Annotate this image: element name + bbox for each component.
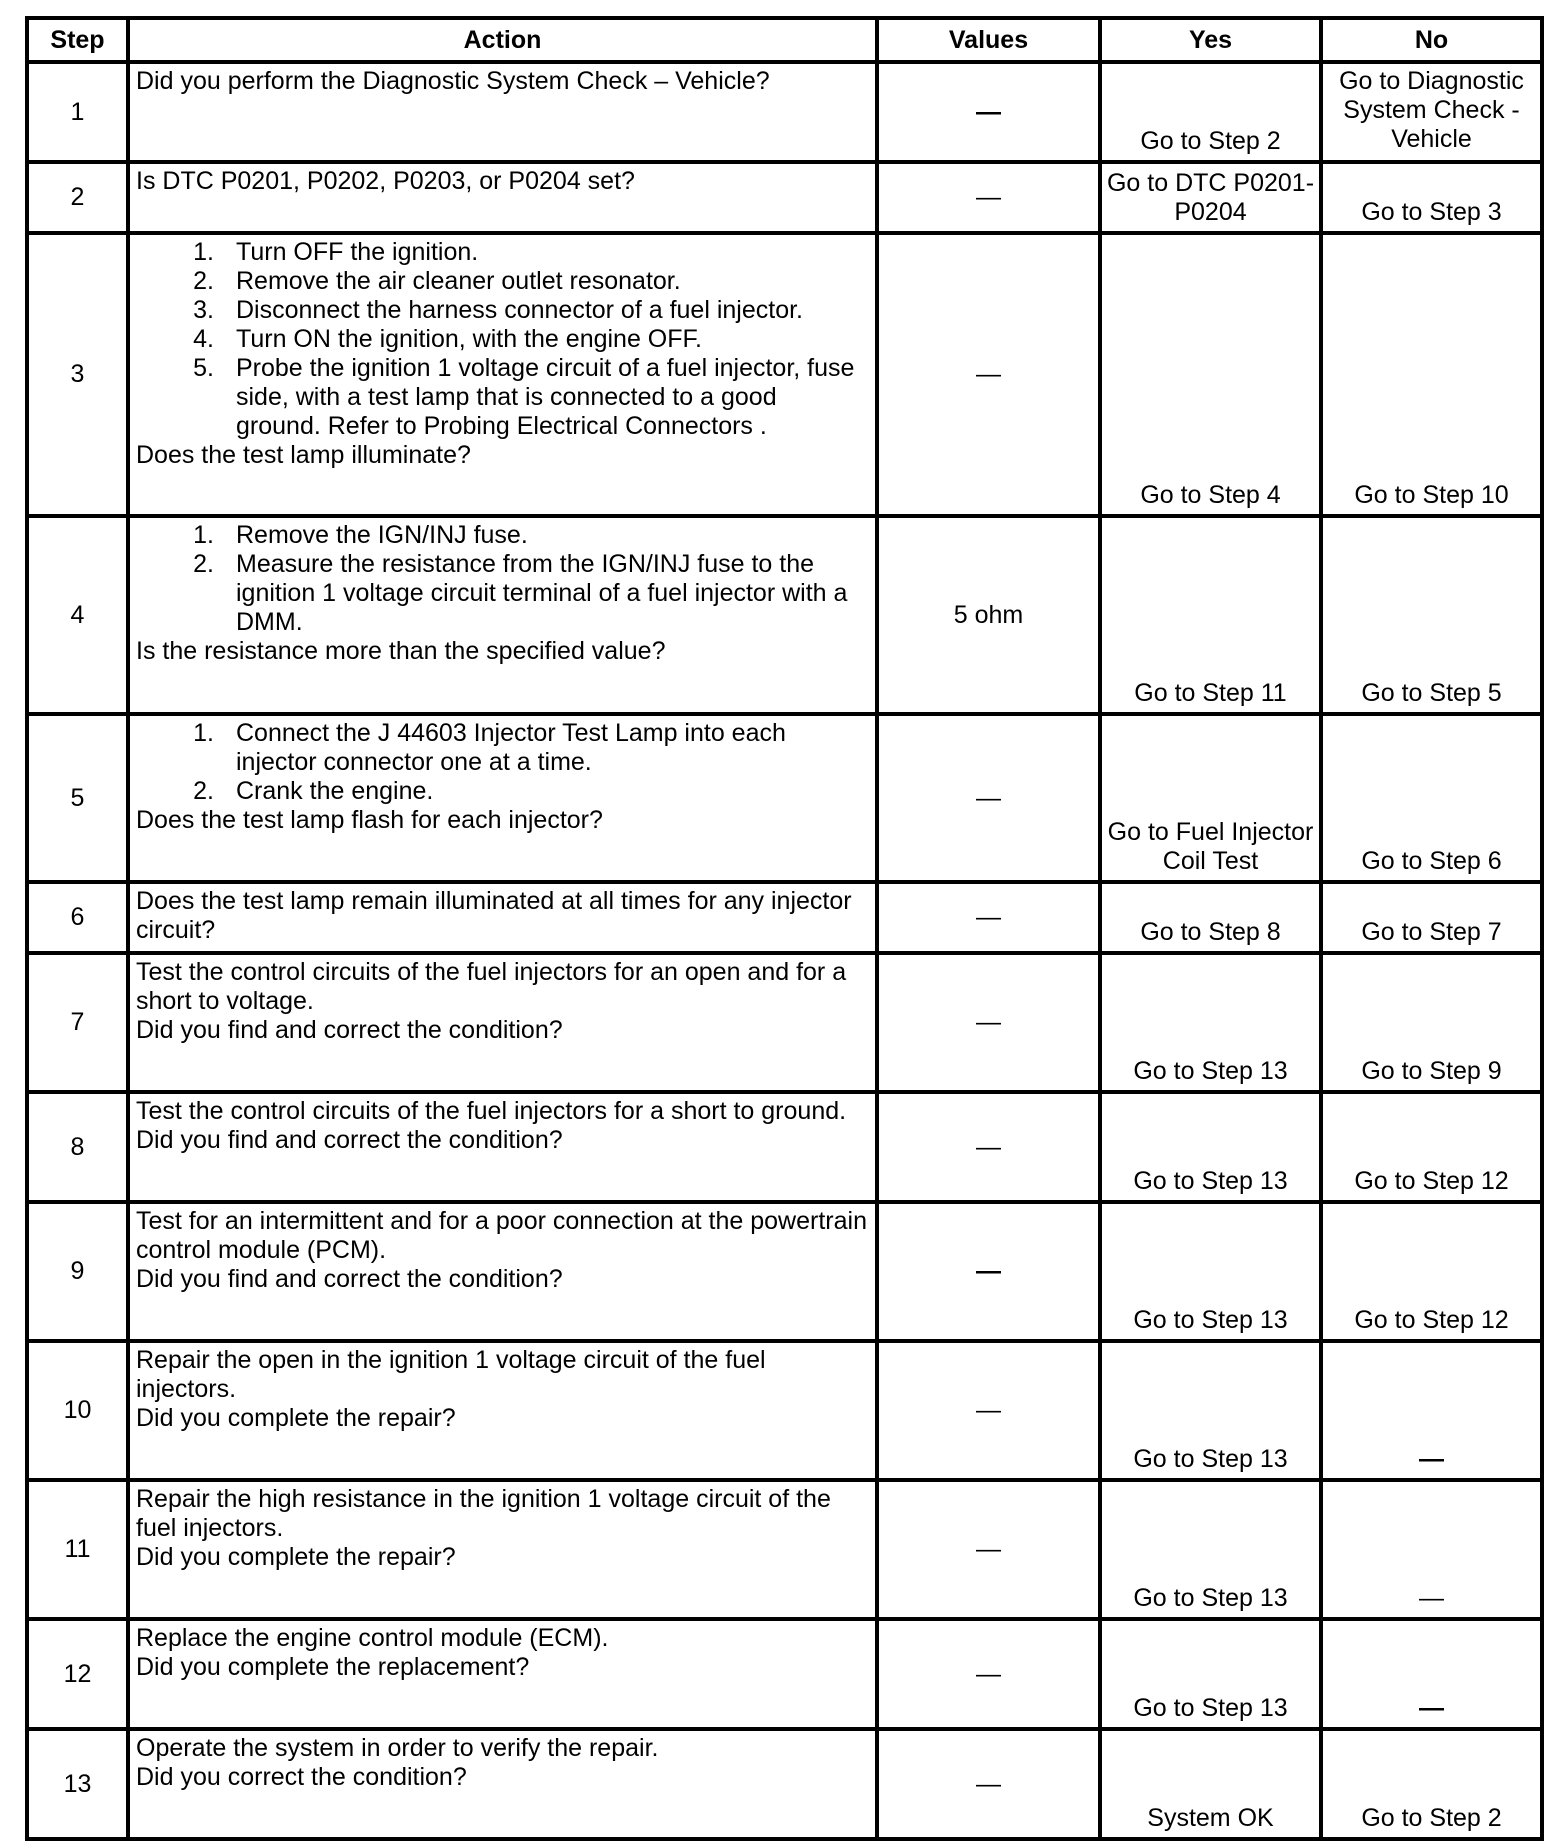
action-question: Did you find and correct the condition? <box>136 1265 563 1293</box>
action-text: Test the control circuits of the fuel injectors for an open and for a short to voltage. <box>136 958 847 1015</box>
yes-cell: Go to Step 13 <box>1100 1202 1321 1341</box>
action-text: Replace the engine control module (ECM). <box>136 1624 609 1652</box>
action-question: Did you complete the repair? <box>136 1404 456 1432</box>
table-row <box>27 1619 1542 1729</box>
action-cell <box>128 233 877 516</box>
list-item: 5. Probe the ignition 1 voltage circuit of a fuel injector, fuse side, with a test lamp that is connected to a good ground. Refer to Probing Electrical Connectors . <box>193 354 855 440</box>
action-text: Test for an intermittent and for a poor connection at the powertrain control module (PCM). <box>136 1207 867 1264</box>
header-step: Step <box>27 18 128 62</box>
yes-cell: Go to Fuel Injector Coil Test <box>1100 714 1321 882</box>
no-cell: Go to Step 5 <box>1321 516 1542 714</box>
values-cell: — <box>877 882 1100 953</box>
list-item: 2. Measure the resistance from the IGN/INJ fuse to the ignition 1 voltage circuit terminal of a fuel injector with a DMM. <box>193 550 848 636</box>
action-question: Did you find and correct the condition? <box>136 1016 563 1044</box>
action-question: Does the test lamp illuminate? <box>136 441 471 469</box>
action-text: Does the test lamp remain illuminated at all times for any injector circuit? <box>136 887 852 944</box>
yes-cell: Go to Step 13 <box>1100 1619 1321 1729</box>
action-text: Test the control circuits of the fuel injectors for a short to ground. <box>136 1097 847 1125</box>
action-text: Operate the system in order to verify the repair. <box>136 1734 659 1762</box>
yes-cell: Go to DTC P0201-P0204 <box>1100 162 1321 233</box>
yes-cell: Go to Step 13 <box>1100 953 1321 1092</box>
action-cell <box>128 882 877 953</box>
action-cell <box>128 953 877 1092</box>
step-cell: 8 <box>27 1092 128 1202</box>
table-row <box>27 714 1542 882</box>
action-text: Repair the open in the ignition 1 voltage circuit of the fuel injectors. <box>136 1346 766 1403</box>
list-item: 1. Connect the J 44603 Injector Test Lamp into each injector connector one at a time. <box>193 719 786 776</box>
values-cell: — <box>877 1202 1100 1341</box>
step-cell: 5 <box>27 714 128 882</box>
action-text: Did you perform the Diagnostic System Check – Vehicle? <box>136 67 770 95</box>
no-cell: Go to Diagnostic System Check - Vehicle <box>1321 62 1542 162</box>
table-row <box>27 1202 1542 1341</box>
step-cell: 2 <box>27 162 128 233</box>
header-yes: Yes <box>1100 18 1321 62</box>
no-cell: — <box>1321 1619 1542 1729</box>
action-cell <box>128 714 877 882</box>
values-cell: — <box>877 62 1100 162</box>
no-cell: Go to Step 9 <box>1321 953 1542 1092</box>
values-cell: — <box>877 1619 1100 1729</box>
action-cell <box>128 1480 877 1619</box>
list-item: 1. Turn OFF the ignition. <box>193 238 479 266</box>
values-cell: — <box>877 1480 1100 1619</box>
action-question: Did you correct the condition? <box>136 1763 467 1791</box>
action-question: Did you complete the replacement? <box>136 1653 530 1681</box>
action-question: Did you complete the repair? <box>136 1543 456 1571</box>
step-cell: 1 <box>27 62 128 162</box>
step-cell: 3 <box>27 233 128 516</box>
header-row <box>27 18 1542 62</box>
action-text: Is DTC P0201, P0202, P0203, or P0204 set? <box>136 167 635 195</box>
no-cell: Go to Step 12 <box>1321 1092 1542 1202</box>
step-cell: 12 <box>27 1619 128 1729</box>
table-row <box>27 516 1542 714</box>
action-cell <box>128 1341 877 1480</box>
values-cell: 5 ohm <box>877 516 1100 714</box>
table-row <box>27 1480 1542 1619</box>
list-item: 2. Remove the air cleaner outlet resonator. <box>193 267 681 295</box>
yes-cell: System OK <box>1100 1729 1321 1839</box>
no-cell: Go to Step 6 <box>1321 714 1542 882</box>
values-cell: — <box>877 233 1100 516</box>
yes-cell: Go to Step 13 <box>1100 1341 1321 1480</box>
action-cell <box>128 1092 877 1202</box>
list-item: 1. Remove the IGN/INJ fuse. <box>193 521 528 549</box>
header-values: Values <box>877 18 1100 62</box>
action-cell <box>128 1729 877 1839</box>
action-text: Repair the high resistance in the ignition 1 voltage circuit of the fuel injectors. <box>136 1485 831 1542</box>
values-cell: — <box>877 953 1100 1092</box>
step-cell: 9 <box>27 1202 128 1341</box>
no-cell: Go to Step 7 <box>1321 882 1542 953</box>
table-row <box>27 1341 1542 1480</box>
step-cell: 7 <box>27 953 128 1092</box>
list-item: 2. Crank the engine. <box>193 777 434 805</box>
action-cell <box>128 1202 877 1341</box>
yes-cell: Go to Step 13 <box>1100 1092 1321 1202</box>
no-cell: Go to Step 10 <box>1321 233 1542 516</box>
substep-list <box>136 521 867 637</box>
yes-cell: Go to Step 11 <box>1100 516 1321 714</box>
table-row <box>27 953 1542 1092</box>
no-cell: — <box>1321 1480 1542 1619</box>
no-cell: — <box>1321 1341 1542 1480</box>
yes-cell: Go to Step 13 <box>1100 1480 1321 1619</box>
no-cell: Go to Step 3 <box>1321 162 1542 233</box>
table-row <box>27 233 1542 516</box>
yes-cell: Go to Step 8 <box>1100 882 1321 953</box>
no-cell: Go to Step 2 <box>1321 1729 1542 1839</box>
substep-list <box>136 238 867 441</box>
step-cell: 10 <box>27 1341 128 1480</box>
action-cell <box>128 62 877 162</box>
table-row <box>27 1092 1542 1202</box>
step-cell: 13 <box>27 1729 128 1839</box>
yes-cell: Go to Step 2 <box>1100 62 1321 162</box>
step-cell: 6 <box>27 882 128 953</box>
action-question: Is the resistance more than the specified value? <box>136 637 666 665</box>
values-cell: — <box>877 1729 1100 1839</box>
table-row <box>27 62 1542 162</box>
yes-cell: Go to Step 4 <box>1100 233 1321 516</box>
table-row <box>27 882 1542 953</box>
list-item: 4. Turn ON the ignition, with the engine OFF. <box>193 325 702 353</box>
diagnostic-table <box>25 16 1544 1841</box>
step-cell: 11 <box>27 1480 128 1619</box>
list-item: 3. Disconnect the harness connector of a fuel injector. <box>193 296 803 324</box>
action-cell <box>128 516 877 714</box>
table-row <box>27 1729 1542 1839</box>
values-cell: — <box>877 1341 1100 1480</box>
header-action: Action <box>128 18 877 62</box>
values-cell: — <box>877 714 1100 882</box>
action-question: Does the test lamp flash for each injector? <box>136 806 603 834</box>
action-cell <box>128 1619 877 1729</box>
step-cell: 4 <box>27 516 128 714</box>
table-row <box>27 162 1542 233</box>
values-cell: — <box>877 162 1100 233</box>
substep-list <box>136 719 867 806</box>
values-cell: — <box>877 1092 1100 1202</box>
action-cell <box>128 162 877 233</box>
no-cell: Go to Step 12 <box>1321 1202 1542 1341</box>
header-no: No <box>1321 18 1542 62</box>
action-question: Did you find and correct the condition? <box>136 1126 563 1154</box>
